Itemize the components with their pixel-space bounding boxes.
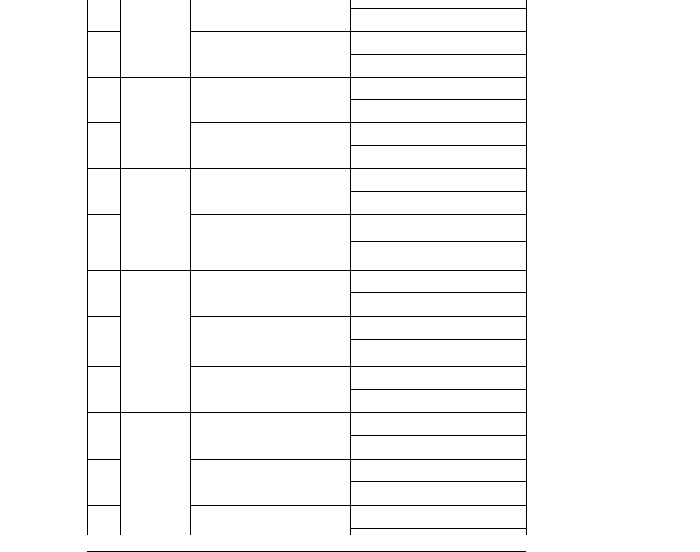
street-entry	[350, 292, 526, 316]
row-border	[190, 505, 526, 506]
row-border	[87, 270, 120, 271]
office-address	[190, 31, 350, 77]
street-entry	[350, 145, 526, 168]
row-border	[87, 77, 120, 78]
street-entry	[350, 99, 526, 122]
street-divider	[350, 528, 526, 529]
area-name	[120, 168, 190, 270]
column-border	[190, 0, 191, 535]
office-address	[190, 366, 350, 412]
row-border	[87, 459, 120, 460]
street-entry	[350, 0, 526, 8]
office-address	[190, 316, 350, 366]
street-entry	[350, 122, 526, 145]
street-entry	[350, 54, 526, 77]
row-border	[87, 122, 120, 123]
street-divider	[350, 241, 526, 242]
street-divider	[350, 8, 526, 9]
area-name	[120, 77, 190, 168]
street-entry	[350, 241, 526, 270]
row-number	[87, 459, 120, 505]
street-divider	[350, 435, 526, 436]
street-divider	[350, 145, 526, 146]
street-entry	[350, 214, 526, 241]
street-entry	[350, 528, 526, 551]
street-entry	[350, 412, 526, 435]
street-entry	[350, 505, 526, 528]
street-entry	[350, 459, 526, 481]
column-border	[87, 0, 88, 535]
street-divider	[350, 389, 526, 390]
street-divider	[350, 54, 526, 55]
row-border	[190, 316, 526, 317]
office-address	[190, 214, 350, 270]
row-number	[87, 122, 120, 168]
row-border	[87, 412, 120, 413]
row-number	[87, 31, 120, 77]
row-number	[87, 412, 120, 459]
office-address	[190, 270, 350, 316]
street-entry	[350, 339, 526, 366]
row-number	[87, 270, 120, 316]
row-border	[87, 505, 120, 506]
row-border	[190, 412, 526, 413]
row-border	[87, 31, 120, 32]
street-entry	[350, 389, 526, 412]
office-address	[190, 77, 350, 122]
street-divider	[350, 99, 526, 100]
row-number	[87, 366, 120, 412]
office-address	[190, 412, 350, 459]
column-border	[120, 0, 121, 535]
row-border	[87, 366, 120, 367]
row-border	[190, 270, 526, 271]
street-entry	[350, 366, 526, 389]
street-divider	[350, 292, 526, 293]
row-number	[87, 316, 120, 366]
street-entry	[350, 481, 526, 505]
row-border	[87, 168, 120, 169]
street-entry	[350, 191, 526, 214]
area-name	[120, 270, 190, 412]
area-name	[120, 412, 190, 551]
row-border	[87, 214, 120, 215]
office-address	[190, 168, 350, 214]
row-number	[87, 0, 120, 31]
street-entry	[350, 77, 526, 99]
row-border	[190, 168, 526, 169]
row-number	[87, 168, 120, 214]
row-number	[87, 77, 120, 122]
row-number	[87, 214, 120, 270]
street-divider	[350, 191, 526, 192]
street-entry	[350, 435, 526, 459]
row-border	[190, 31, 526, 32]
office-address	[190, 505, 350, 551]
row-border	[190, 77, 526, 78]
office-address	[190, 459, 350, 505]
street-entry	[350, 168, 526, 191]
office-address	[190, 0, 350, 31]
street-entry	[350, 31, 526, 54]
street-entry	[350, 8, 526, 31]
row-border	[190, 366, 526, 367]
street-divider	[350, 481, 526, 482]
row-border	[190, 214, 526, 215]
row-border	[190, 122, 526, 123]
area-name	[120, 0, 190, 77]
street-entry	[350, 316, 526, 339]
row-number	[87, 505, 120, 551]
row-border	[87, 316, 120, 317]
column-border	[526, 0, 527, 535]
street-divider	[350, 339, 526, 340]
office-address	[190, 122, 350, 168]
column-border	[350, 0, 351, 535]
row-border	[190, 459, 526, 460]
street-entry	[350, 270, 526, 292]
